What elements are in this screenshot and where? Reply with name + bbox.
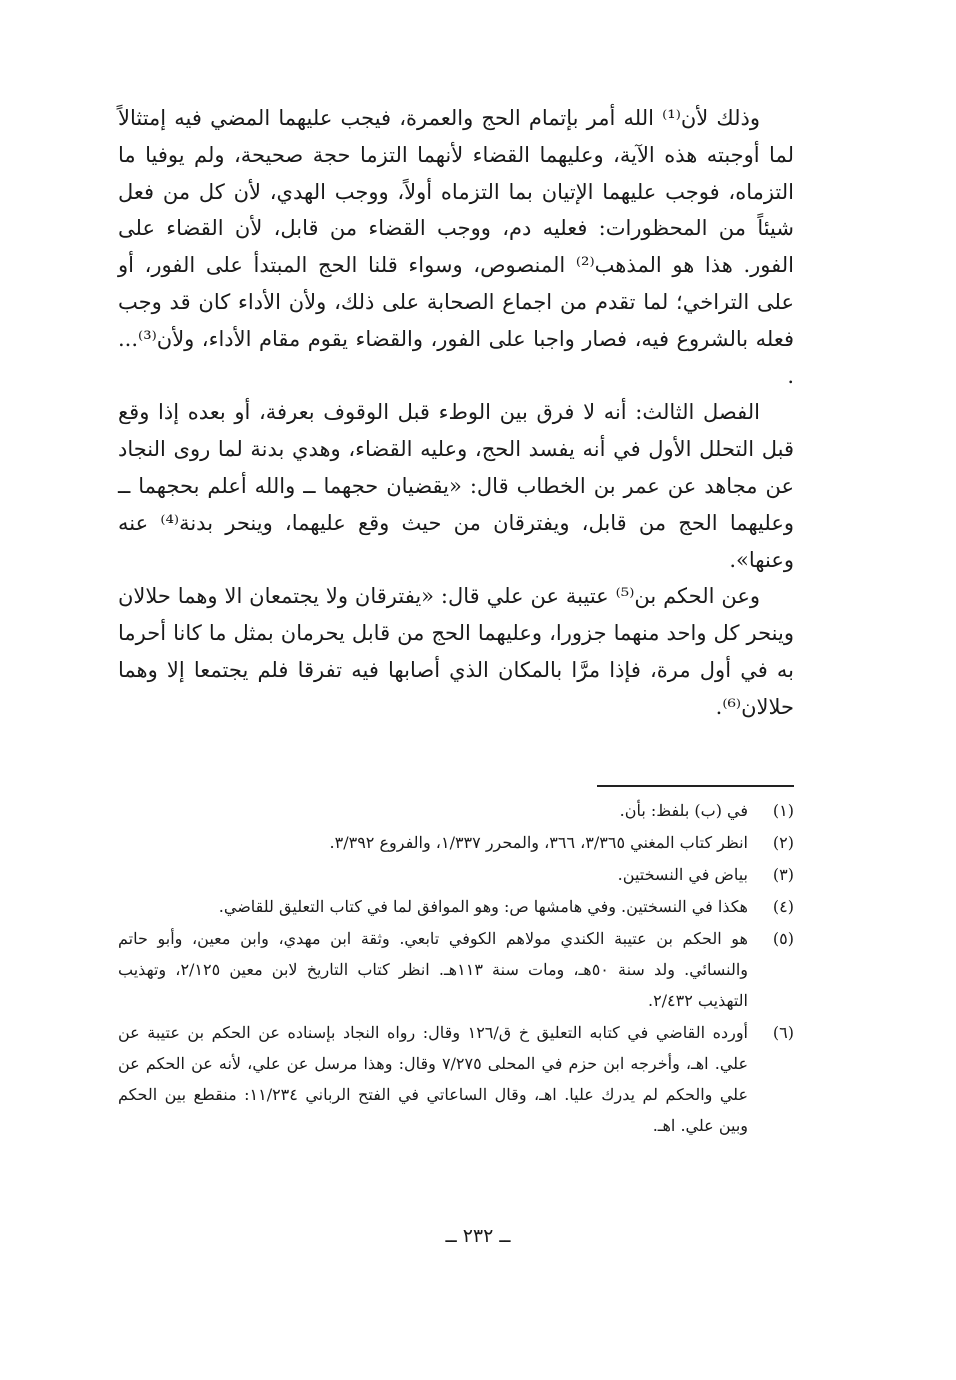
footnote-text: انظر كتاب المغني ٣/٣٦٥، ٣٦٦، والمحرر ١/٣٣٧، والفروع ٣/٣٩٢. — [329, 833, 748, 852]
footnote-number: (٢) — [772, 833, 794, 852]
footnote-2 — [118, 827, 794, 858]
footnote-3 — [118, 859, 794, 890]
footnote-text: في (ب) بلفظ: بأن. — [619, 801, 748, 820]
footnote-text: هو الحكم بن عتيبة الكندي مولاهم الكوفي تابعي. وثقة ابن مهدي، وابن معين، وأبو حاتم والنسائي. ولد سنة ٥٠هـ، ومات سنة ١١٣هـ. انظر كتاب التاريخ لابن معين ٢/١٢٥، وتهذيب التهذيب ٢/٤٣٢. — [118, 929, 749, 1010]
footnote-number: (٤) — [772, 897, 794, 916]
footnote-number: (٥) — [772, 929, 794, 948]
main-text — [118, 100, 794, 726]
footnote-number: (٣) — [772, 865, 794, 884]
footnote-4 — [118, 891, 794, 922]
footnote-text: أورده القاضي في كتابه التعليق خ ق/١٢٦ وقال: رواه النجاد بإسناده عن الحكم بن عتيبة عن علي. اهـ، وأخرجه ابن حزم في المحلى ٧/٢٧٥ وقال: وهذا مرسل عن علي، لأنه عن الحكم عن علي والحكم لم يدرك عليا. اهـ، وقال الساعاتي في الفتح الرباني ١١/٢٣٤: منقطع بين الحكم وبين علي. اهـ. — [118, 1023, 748, 1135]
footnote-text: هكذا في النسختين. وفي هامشها ص: وهو الموافق لما في كتاب التعليق للقاضي. — [218, 897, 748, 916]
footnote-1 — [118, 795, 794, 826]
footnote-number: (١) — [772, 801, 794, 820]
page-number: ــ ٢٣٢ ــ — [445, 1225, 511, 1247]
paragraph-2: الفصل الثالث: أنه لا فرق بين الوطء قبل الوقوف بعرفة، أو بعده إذا وقع قبل التحلل الأول في أنه يفسد الحج، وعليه القضاء، وهدي بدنة لما روى النجاد عن مجاهد عن عمر بن الخطاب قال: «يقضيان حجهما ــ والله أعلم بحجهما ــ وعليهما الحج من قابل، ويفترقان من حيث وقع عليهما، وينحر بدنة⁽⁴⁾ عنه وعنها». — [118, 400, 794, 572]
footnotes — [118, 795, 794, 1142]
paragraph-3: وعن الحكم بن⁽⁵⁾ عتيبة عن علي قال: «يفترقان ولا يجتمعان الا وهما حلالان وينحر كل واحد منهما جزورا، وعليهما الحج من قابل يحرمان بمثل ما كانا أحرما به في أول مرة، فإذا مرَّا بالمكان الذي أصابها فيه تفرقا فلم يجتمعا إلا وهما حلالان⁽⁶⁾. — [118, 584, 794, 719]
footnote-text: بياض في النسختين. — [617, 865, 748, 884]
paragraph-1: وذلك لأن⁽¹⁾ الله أمر بإتمام الحج والعمرة، فيجب عليهما المضي فيه إمتثالاً لما أوجبته هذه الآية، وعليهما القضاء لأنهما التزما حجة صحيحة، ولم يوفيا ما التزماه، فوجب عليهما الإتيان بما التزماه أولاً، ووجب الهدي، لأن كل من فعل شيئاً من المحظورات: فعليه دم، ووجب القضاء من قابل، لأن القضاء على الفور. هذا هو المذهب⁽²⁾ المنصوص، وسواء قلنا الحج المبتدأ على الفور، أو على التراخي؛ لما تقدم من اجماع الصحابة على ذلك، ولأن الأداء كان قد وجب فعله بالشروع فيه، فصار واجبا على الفور، والقضاء يقوم مقام الأداء، ولأن⁽³⁾... . — [118, 106, 794, 388]
footnote-divider — [597, 785, 794, 787]
footnote-5 — [118, 923, 794, 1016]
footnote-6 — [118, 1017, 794, 1141]
footnote-number: (٦) — [772, 1023, 794, 1042]
